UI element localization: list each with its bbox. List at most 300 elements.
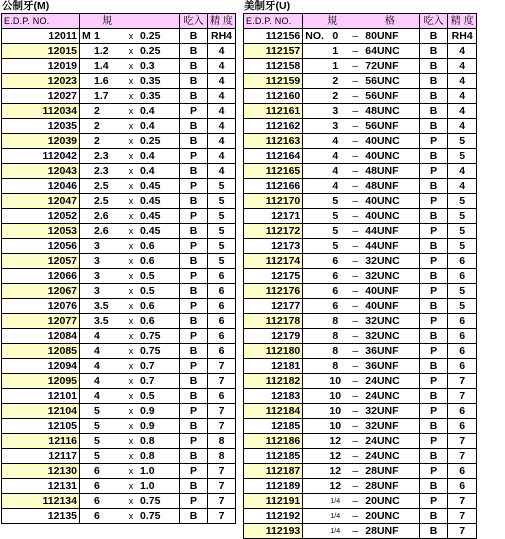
spec-pitch: 44UNF bbox=[365, 224, 399, 237]
spec-size: 6 bbox=[94, 509, 100, 522]
table-row bbox=[2, 314, 236, 329]
spec-cell bbox=[303, 299, 420, 314]
spec-size: 6 bbox=[332, 299, 339, 312]
spec-cell bbox=[80, 164, 180, 179]
spec-pitch: 0.5 bbox=[140, 269, 155, 282]
spec-separator: x bbox=[128, 120, 134, 131]
header-acc: 精 度 bbox=[208, 14, 236, 29]
fit-cell: B bbox=[419, 74, 448, 89]
table-row bbox=[2, 299, 236, 314]
spec-cell bbox=[303, 209, 420, 224]
spec-pitch: 0.75 bbox=[140, 494, 161, 507]
accuracy-cell: 6 bbox=[208, 299, 236, 314]
table-row bbox=[2, 449, 236, 464]
table-row bbox=[2, 389, 236, 404]
table-row bbox=[244, 344, 477, 359]
fit-cell: B bbox=[419, 329, 448, 344]
accuracy-cell: 6 bbox=[208, 314, 236, 329]
edp-cell: 112185 bbox=[244, 449, 303, 464]
spec-size: 8 bbox=[332, 359, 339, 372]
spec-size: 6 bbox=[332, 269, 339, 282]
accuracy-cell: 4 bbox=[208, 119, 236, 134]
spec-separator: – bbox=[352, 224, 359, 237]
accuracy-cell: 5 bbox=[448, 299, 477, 314]
edp-cell: 112158 bbox=[244, 59, 303, 74]
accuracy-cell: 4 bbox=[448, 164, 477, 179]
edp-cell: 12035 bbox=[2, 119, 80, 134]
table-row bbox=[2, 239, 236, 254]
edp-cell: 12053 bbox=[2, 224, 80, 239]
spec-cell bbox=[80, 209, 180, 224]
edp-cell: 12131 bbox=[2, 479, 80, 494]
accuracy-cell: 6 bbox=[208, 329, 236, 344]
edp-cell: 12105 bbox=[2, 419, 80, 434]
spec-pitch: 0.5 bbox=[140, 389, 155, 402]
edp-cell: 12101 bbox=[2, 389, 80, 404]
table-row bbox=[244, 314, 477, 329]
edp-cell: 12011 bbox=[2, 29, 80, 44]
spec-cell bbox=[80, 344, 180, 359]
fit-cell: B bbox=[419, 104, 448, 119]
spec-size: 2.3 bbox=[94, 149, 109, 162]
spec-size: 0 bbox=[332, 29, 339, 42]
table-row bbox=[2, 89, 236, 104]
spec-pitch: 40UNC bbox=[365, 149, 400, 162]
table-row bbox=[244, 419, 477, 434]
fit-cell: P bbox=[419, 164, 448, 179]
spec-separator: – bbox=[352, 389, 359, 402]
fit-cell: P bbox=[180, 434, 208, 449]
spec-pitch: 32UNC bbox=[365, 329, 400, 342]
table-row bbox=[244, 524, 477, 539]
fit-cell: P bbox=[419, 404, 448, 419]
fit-cell: B bbox=[419, 524, 448, 539]
table-row bbox=[244, 254, 477, 269]
table-row bbox=[244, 44, 477, 59]
spec-size: 3.5 bbox=[94, 314, 109, 327]
edp-cell: 112189 bbox=[244, 479, 303, 494]
edp-cell: 12094 bbox=[2, 359, 80, 374]
accuracy-cell: 5 bbox=[448, 209, 477, 224]
spec-pitch: 24UNC bbox=[365, 374, 400, 387]
fit-cell: B bbox=[419, 389, 448, 404]
header-fit: 吃入 bbox=[419, 14, 448, 29]
spec-cell bbox=[303, 359, 420, 374]
spec-pitch: 20UNC bbox=[365, 494, 400, 507]
fit-cell: P bbox=[180, 494, 208, 509]
spec-separator: x bbox=[128, 420, 134, 431]
spec-cell bbox=[80, 239, 180, 254]
spec-cell bbox=[80, 494, 180, 509]
spec-separator: x bbox=[128, 495, 134, 506]
spec-separator: – bbox=[352, 149, 359, 162]
spec-size: 10 bbox=[329, 419, 342, 432]
spec-cell bbox=[303, 314, 420, 329]
spec-size: 1/4 bbox=[330, 512, 341, 520]
edp-cell: 112160 bbox=[244, 89, 303, 104]
edp-cell: 12043 bbox=[2, 164, 80, 179]
accuracy-cell: 4 bbox=[208, 59, 236, 74]
table-row bbox=[244, 299, 477, 314]
accuracy-cell: 7 bbox=[448, 434, 477, 449]
accuracy-cell: 5 bbox=[448, 149, 477, 164]
spec-pitch: 40UNC bbox=[365, 134, 400, 147]
edp-cell: 12175 bbox=[244, 269, 303, 284]
spec-size: 10 bbox=[329, 404, 342, 417]
edp-cell: 12023 bbox=[2, 74, 80, 89]
edp-cell: 12066 bbox=[2, 269, 80, 284]
spec-separator: x bbox=[128, 330, 134, 341]
spec-cell bbox=[80, 134, 180, 149]
accuracy-cell: 7 bbox=[448, 449, 477, 464]
spec-separator: – bbox=[352, 494, 359, 507]
accuracy-cell: 6 bbox=[208, 269, 236, 284]
accuracy-cell: 7 bbox=[448, 389, 477, 404]
spec-size: 3 bbox=[94, 254, 100, 267]
edp-cell: 12057 bbox=[2, 254, 80, 269]
fit-cell: B bbox=[419, 29, 448, 44]
spec-cell bbox=[80, 104, 180, 119]
spec-separator: x bbox=[128, 465, 134, 476]
spec-size: 12 bbox=[329, 464, 342, 477]
spec-pitch: 0.8 bbox=[140, 449, 155, 462]
spec-separator: x bbox=[128, 390, 134, 401]
spec-size: 12 bbox=[329, 449, 342, 462]
spec-size: 2 bbox=[94, 104, 100, 117]
spec-separator: x bbox=[128, 480, 134, 491]
spec-separator: x bbox=[128, 150, 134, 161]
fit-cell: P bbox=[180, 149, 208, 164]
accuracy-cell: 7 bbox=[208, 494, 236, 509]
edp-cell: 12130 bbox=[2, 464, 80, 479]
accuracy-cell: 6 bbox=[448, 269, 477, 284]
spec-pitch: 0.75 bbox=[140, 344, 161, 357]
spec-cell bbox=[80, 29, 180, 44]
table-row bbox=[2, 359, 236, 374]
table-row bbox=[2, 419, 236, 434]
edp-cell: 112156 bbox=[244, 29, 303, 44]
spec-pitch: 72UNF bbox=[365, 59, 399, 72]
spec-pitch: 48UNF bbox=[365, 179, 399, 192]
spec-size: 2 bbox=[94, 119, 100, 132]
spec-separator: x bbox=[128, 405, 134, 416]
spec-size: 6 bbox=[94, 494, 100, 507]
spec-pitch: 28UNF bbox=[365, 524, 399, 537]
table-row bbox=[244, 164, 477, 179]
spec-size: 1.2 bbox=[94, 44, 109, 57]
spec-cell bbox=[80, 224, 180, 239]
accuracy-cell: RH4 bbox=[208, 29, 236, 44]
spec-size: 5 bbox=[94, 434, 100, 447]
spec-size: 1.6 bbox=[94, 74, 109, 87]
fit-cell: P bbox=[419, 344, 448, 359]
accuracy-cell: 6 bbox=[448, 419, 477, 434]
spec-pitch: 0.4 bbox=[140, 149, 155, 162]
spec-pitch: 80UNF bbox=[365, 29, 399, 42]
accuracy-cell: 4 bbox=[448, 179, 477, 194]
accuracy-cell: 6 bbox=[448, 314, 477, 329]
edp-cell: 12135 bbox=[2, 509, 80, 524]
table-row bbox=[244, 479, 477, 494]
edp-cell: 12015 bbox=[2, 44, 80, 59]
fit-cell: B bbox=[180, 224, 208, 239]
header-spec-label-a: 規 bbox=[327, 15, 338, 27]
table-row bbox=[244, 29, 477, 44]
spec-size: 1/4 bbox=[330, 497, 341, 505]
spec-size: 3.5 bbox=[94, 299, 109, 312]
fit-cell: B bbox=[180, 194, 208, 209]
accuracy-cell: 7 bbox=[448, 524, 477, 539]
edp-cell: 112184 bbox=[244, 404, 303, 419]
edp-cell: 112191 bbox=[244, 494, 303, 509]
edp-cell: 112134 bbox=[2, 494, 80, 509]
spec-separator: – bbox=[352, 524, 359, 537]
metric-table bbox=[1, 13, 236, 524]
accuracy-cell: 5 bbox=[208, 239, 236, 254]
table-row bbox=[2, 509, 236, 524]
edp-cell: 12046 bbox=[2, 179, 80, 194]
fit-cell: B bbox=[419, 209, 448, 224]
fit-cell: P bbox=[180, 329, 208, 344]
spec-pitch: 40UNF bbox=[365, 299, 399, 312]
spec-pitch: 48UNF bbox=[365, 164, 399, 177]
fit-cell: P bbox=[419, 194, 448, 209]
spec-cell bbox=[80, 254, 180, 269]
spec-separator: – bbox=[352, 119, 359, 132]
spec-separator: – bbox=[352, 509, 359, 522]
table-row bbox=[2, 149, 236, 164]
spec-size: 4 bbox=[332, 134, 339, 147]
edp-cell: 112159 bbox=[244, 74, 303, 89]
spec-separator: – bbox=[352, 449, 359, 462]
edp-cell: 12085 bbox=[2, 344, 80, 359]
spec-separator: – bbox=[352, 74, 359, 87]
spec-cell bbox=[303, 374, 420, 389]
spec-size: 8 bbox=[332, 329, 339, 342]
spec-separator: x bbox=[128, 135, 134, 146]
edp-cell: 112157 bbox=[244, 44, 303, 59]
spec-separator: x bbox=[128, 300, 134, 311]
metric-section bbox=[1, 0, 236, 524]
fit-cell: B bbox=[419, 149, 448, 164]
table-row bbox=[244, 284, 477, 299]
spec-size: 4 bbox=[94, 344, 100, 357]
table-row bbox=[244, 389, 477, 404]
accuracy-cell: 7 bbox=[208, 359, 236, 374]
fit-cell: B bbox=[419, 119, 448, 134]
accuracy-cell: 5 bbox=[448, 134, 477, 149]
table-row bbox=[2, 494, 236, 509]
spec-separator: x bbox=[128, 345, 134, 356]
edp-cell: 12183 bbox=[244, 389, 303, 404]
spec-size: 4 bbox=[332, 164, 339, 177]
spec-cell bbox=[303, 224, 420, 239]
spec-pitch: 0.35 bbox=[140, 74, 161, 87]
spec-separator: – bbox=[352, 374, 359, 387]
table-row bbox=[2, 344, 236, 359]
spec-separator: x bbox=[128, 255, 134, 266]
edp-cell: 112161 bbox=[244, 104, 303, 119]
table-row bbox=[244, 374, 477, 389]
table-row bbox=[2, 374, 236, 389]
spec-size: 1.7 bbox=[94, 89, 109, 102]
table-row bbox=[2, 224, 236, 239]
spec-size: 5 bbox=[332, 209, 339, 222]
edp-cell: 112042 bbox=[2, 149, 80, 164]
spec-pitch: 28UNF bbox=[365, 464, 399, 477]
spec-cell bbox=[80, 509, 180, 524]
table-row bbox=[244, 509, 477, 524]
spec-cell bbox=[303, 104, 420, 119]
table-row bbox=[2, 164, 236, 179]
spec-separator: – bbox=[352, 329, 359, 342]
spec-size: 10 bbox=[329, 389, 342, 402]
spec-separator: – bbox=[352, 29, 359, 42]
spec-separator: – bbox=[352, 464, 359, 477]
spec-separator: x bbox=[128, 210, 134, 221]
accuracy-cell: 7 bbox=[448, 494, 477, 509]
fit-cell: P bbox=[180, 359, 208, 374]
spec-pitch: 48UNC bbox=[365, 104, 400, 117]
spec-separator: – bbox=[352, 299, 359, 312]
spec-cell bbox=[303, 29, 420, 44]
spec-separator: x bbox=[128, 165, 134, 176]
edp-cell: 112172 bbox=[244, 224, 303, 239]
spec-cell bbox=[303, 269, 420, 284]
spec-size: 4 bbox=[94, 389, 100, 402]
spec-separator: x bbox=[128, 375, 134, 386]
spec-cell bbox=[303, 149, 420, 164]
spec-pitch: 0.5 bbox=[140, 284, 155, 297]
spec-separator: – bbox=[352, 134, 359, 147]
spec-separator: – bbox=[352, 194, 359, 207]
accuracy-cell: 7 bbox=[208, 404, 236, 419]
edp-cell: 112176 bbox=[244, 284, 303, 299]
accuracy-cell: 6 bbox=[448, 464, 477, 479]
spec-size: 1 bbox=[332, 59, 339, 72]
spec-separator: x bbox=[128, 180, 134, 191]
spec-cell bbox=[303, 434, 420, 449]
table-row bbox=[244, 239, 477, 254]
spec-separator: – bbox=[352, 419, 359, 432]
spec-pitch: 0.3 bbox=[140, 59, 155, 72]
spec-pitch: 0.7 bbox=[140, 359, 155, 372]
fit-cell: B bbox=[180, 164, 208, 179]
spec-separator: – bbox=[352, 209, 359, 222]
fit-cell: P bbox=[419, 224, 448, 239]
edp-cell: 112174 bbox=[244, 254, 303, 269]
spec-cell bbox=[303, 494, 420, 509]
fit-cell: B bbox=[419, 509, 448, 524]
edp-cell: 112178 bbox=[244, 314, 303, 329]
table-row bbox=[244, 74, 477, 89]
spec-pitch: 24UNC bbox=[365, 389, 400, 402]
edp-cell: 112187 bbox=[244, 464, 303, 479]
table-row bbox=[244, 449, 477, 464]
spec-size: 4 bbox=[332, 149, 339, 162]
spec-pitch: 32UNC bbox=[365, 314, 400, 327]
table-row bbox=[244, 194, 477, 209]
fit-cell: B bbox=[180, 509, 208, 524]
table-row bbox=[244, 179, 477, 194]
spec-pitch: 36UNF bbox=[365, 344, 399, 357]
spec-pitch: 0.6 bbox=[140, 314, 155, 327]
unified-table bbox=[243, 13, 477, 539]
table-row bbox=[2, 194, 236, 209]
edp-cell: 112193 bbox=[244, 524, 303, 539]
spec-separator: x bbox=[128, 60, 134, 71]
table-row bbox=[2, 284, 236, 299]
spec-size: 5 bbox=[332, 239, 339, 252]
spec-cell bbox=[80, 464, 180, 479]
spec-cell bbox=[80, 119, 180, 134]
spec-separator: x bbox=[128, 240, 134, 251]
spec-pitch: 40UNC bbox=[365, 194, 400, 207]
accuracy-cell: 5 bbox=[448, 239, 477, 254]
spec-size: 5 bbox=[94, 404, 100, 417]
accuracy-cell: 4 bbox=[208, 164, 236, 179]
spec-size: 6 bbox=[332, 254, 339, 267]
spec-separator: x bbox=[128, 450, 134, 461]
spec-size: 2.3 bbox=[94, 164, 109, 177]
table-row bbox=[244, 119, 477, 134]
spec-pitch: 64UNC bbox=[365, 44, 400, 57]
spec-size: 3 bbox=[94, 284, 100, 297]
accuracy-cell: 6 bbox=[448, 359, 477, 374]
table-row bbox=[244, 434, 477, 449]
spec-pitch: 0.75 bbox=[140, 329, 161, 342]
spec-size: 6 bbox=[94, 479, 100, 492]
spec-separator: x bbox=[128, 315, 134, 326]
accuracy-cell: 8 bbox=[208, 449, 236, 464]
spec-cell bbox=[80, 389, 180, 404]
fit-cell: P bbox=[180, 179, 208, 194]
edp-cell: 112192 bbox=[244, 509, 303, 524]
spec-separator: – bbox=[352, 164, 359, 177]
accuracy-cell: 7 bbox=[208, 509, 236, 524]
accuracy-cell: 4 bbox=[208, 44, 236, 59]
accuracy-cell: 8 bbox=[208, 434, 236, 449]
fit-cell: P bbox=[180, 464, 208, 479]
spec-size: 2.6 bbox=[94, 209, 109, 222]
edp-cell: 12084 bbox=[2, 329, 80, 344]
accuracy-cell: 4 bbox=[448, 59, 477, 74]
spec-cell bbox=[303, 389, 420, 404]
spec-separator: – bbox=[352, 89, 359, 102]
edp-cell: 12077 bbox=[2, 314, 80, 329]
spec-pitch: 1.0 bbox=[140, 479, 155, 492]
spec-separator: – bbox=[352, 284, 359, 297]
spec-pitch: 0.7 bbox=[140, 374, 155, 387]
spec-pitch: 0.25 bbox=[140, 44, 161, 57]
spec-size: 4 bbox=[332, 179, 339, 192]
fit-cell: B bbox=[180, 59, 208, 74]
fit-cell: B bbox=[180, 254, 208, 269]
edp-cell: 12116 bbox=[2, 434, 80, 449]
spec-cell bbox=[303, 89, 420, 104]
fit-cell: B bbox=[419, 269, 448, 284]
spec-cell bbox=[303, 254, 420, 269]
spec-separator: – bbox=[352, 434, 359, 447]
spec-cell bbox=[80, 284, 180, 299]
fit-cell: B bbox=[180, 389, 208, 404]
spec-size: 5 bbox=[94, 419, 100, 432]
spec-pitch: 56UNF bbox=[365, 89, 399, 102]
accuracy-cell: 4 bbox=[448, 119, 477, 134]
spec-separator: – bbox=[352, 44, 359, 57]
spec-size: 2.5 bbox=[94, 179, 109, 192]
fit-cell: P bbox=[419, 374, 448, 389]
